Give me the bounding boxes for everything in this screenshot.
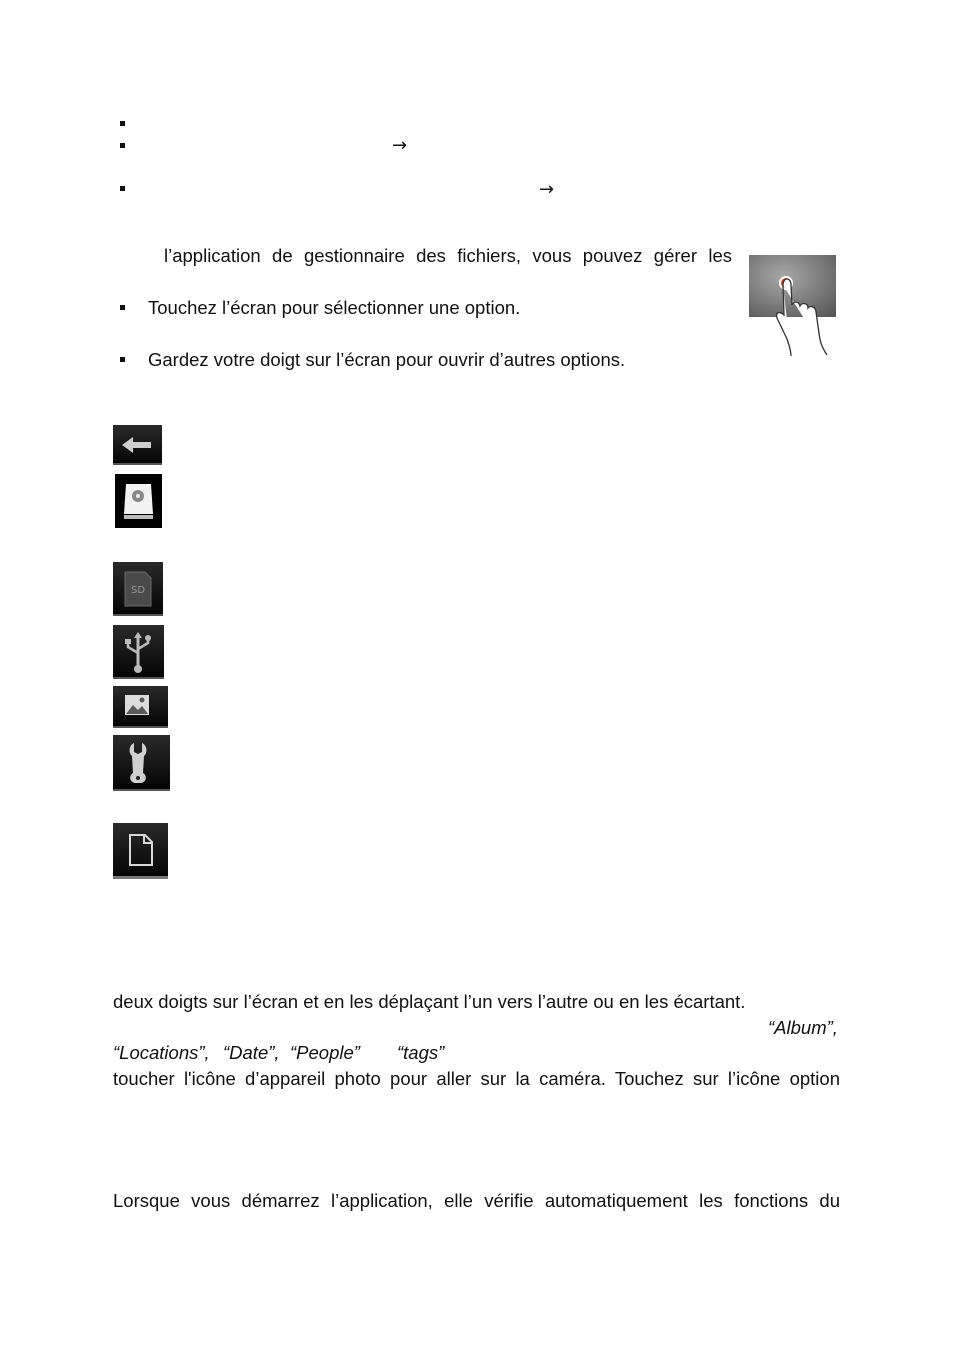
bullet-4 (120, 305, 125, 310)
bullet-3 (120, 186, 125, 191)
list-item: Touchez l’écran pour sélectionner une option. (148, 297, 521, 318)
sd-card-icon (113, 562, 163, 616)
bullet-2 (120, 143, 125, 148)
touch-gesture-illustration (749, 255, 836, 357)
bullet-5 (120, 357, 125, 362)
file-manager-paragraph: l’application de gestionnaire des fichiers, vous pouvez gérer les (164, 245, 732, 266)
gallery-date: “Date”, (223, 1042, 280, 1063)
sd-label: SD (130, 585, 146, 596)
gallery-people: “People” (290, 1042, 360, 1063)
arrow-right-icon: → (392, 135, 408, 156)
gallery-line-4: toucher l'icône d’appareil photo pour aller sur la caméra. Touchez sur l’icône option (113, 1068, 840, 1089)
startup-paragraph: Lorsque vous démarrez l’application, elle vérifie automatiquement les fonctions du (113, 1190, 840, 1211)
wrench-icon (113, 735, 170, 791)
back-arrow-icon (113, 425, 162, 465)
gallery-tags: “tags” (397, 1042, 445, 1063)
arrow-right-icon: → (539, 179, 555, 200)
gallery-album: “Album”, (768, 1017, 838, 1038)
list-item: Gardez votre doigt sur l’écran pour ouvrir d’autres options. (148, 349, 626, 370)
bullet-1 (120, 121, 125, 126)
image-icon (113, 686, 168, 728)
internal-storage-icon (115, 474, 162, 528)
gallery-locations: “Locations”, (113, 1042, 210, 1063)
gallery-line-1: deux doigts sur l’écran et en les déplaçant l’un vers l’autre ou en les écartant. (113, 991, 746, 1012)
document-icon (113, 823, 168, 879)
usb-icon (113, 625, 164, 679)
